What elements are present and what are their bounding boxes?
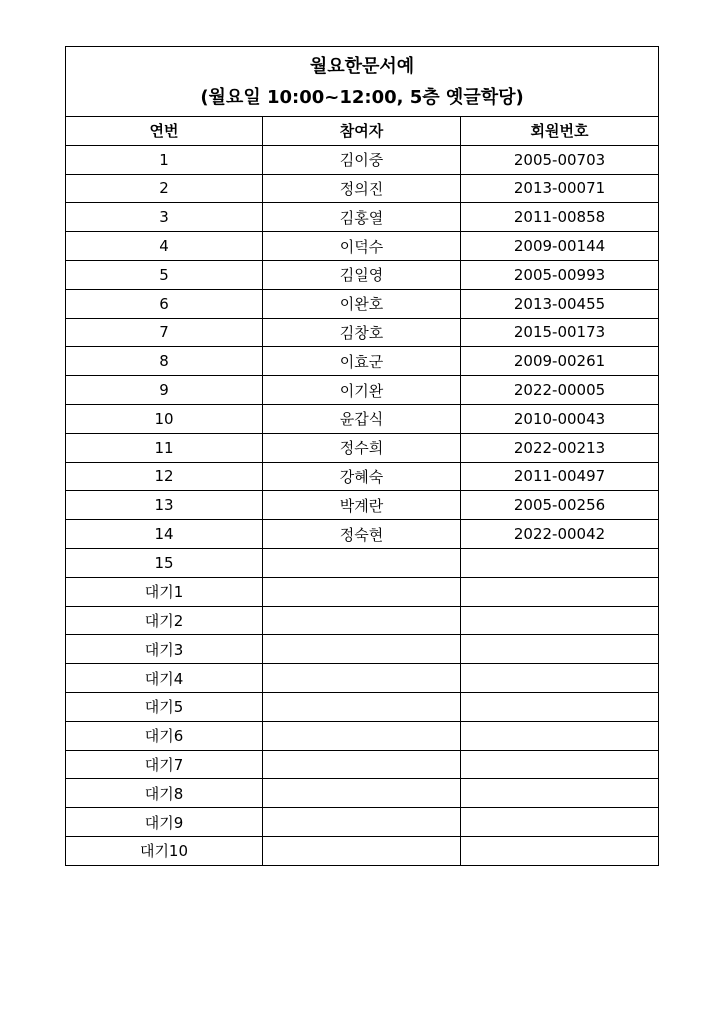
table-row [66,808,659,837]
title-row [66,47,659,117]
cell-no: 12 [66,462,263,491]
cell-participant [263,664,461,693]
cell-participant: 김일영 [263,260,461,289]
cell-participant: 박계란 [263,491,461,520]
cell-participant: 강혜숙 [263,462,461,491]
table-row [66,260,659,289]
table-row [66,721,659,750]
cell-member-id [461,779,659,808]
cell-member-id [461,635,659,664]
cell-member-id: 2009-00144 [461,232,659,261]
cell-participant [263,548,461,577]
cell-no: 대기10 [66,836,263,865]
header-participant: 참여자 [263,117,461,146]
cell-member-id: 2009-00261 [461,347,659,376]
cell-participant: 정수희 [263,433,461,462]
cell-no: 14 [66,520,263,549]
cell-participant [263,808,461,837]
cell-no: 8 [66,347,263,376]
table-row [66,289,659,318]
cell-no: 대기8 [66,779,263,808]
cell-participant [263,577,461,606]
cell-member-id: 2013-00071 [461,174,659,203]
table-row [66,174,659,203]
cell-member-id: 2005-00256 [461,491,659,520]
attendance-table [65,46,659,866]
cell-participant: 김창호 [263,318,461,347]
cell-participant: 김이중 [263,145,461,174]
cell-member-id [461,548,659,577]
cell-participant [263,779,461,808]
cell-member-id: 2022-00005 [461,376,659,405]
cell-no: 대기4 [66,664,263,693]
cell-member-id: 2013-00455 [461,289,659,318]
table-title [66,47,659,117]
cell-participant [263,750,461,779]
cell-member-id [461,836,659,865]
cell-no: 11 [66,433,263,462]
cell-member-id: 2022-00213 [461,433,659,462]
cell-no: 4 [66,232,263,261]
cell-no: 7 [66,318,263,347]
cell-participant: 이완호 [263,289,461,318]
cell-no: 대기9 [66,808,263,837]
cell-no: 9 [66,376,263,405]
cell-participant: 윤갑식 [263,404,461,433]
table-row [66,376,659,405]
cell-member-id [461,750,659,779]
cell-member-id: 2011-00497 [461,462,659,491]
cell-participant: 김홍열 [263,203,461,232]
table-row [66,548,659,577]
cell-member-id: 2010-00043 [461,404,659,433]
cell-member-id: 2015-00173 [461,318,659,347]
cell-member-id [461,664,659,693]
table-row [66,203,659,232]
cell-no: 10 [66,404,263,433]
header-no: 연번 [66,117,263,146]
table-row [66,347,659,376]
cell-participant: 이덕수 [263,232,461,261]
cell-member-id [461,577,659,606]
cell-participant [263,635,461,664]
table-row [66,750,659,779]
cell-no: 6 [66,289,263,318]
cell-participant: 정의진 [263,174,461,203]
table-row [66,462,659,491]
table-row [66,779,659,808]
cell-member-id [461,721,659,750]
table-row [66,433,659,462]
cell-member-id: 2011-00858 [461,203,659,232]
cell-no: 대기5 [66,692,263,721]
title-line-1: 월요한문서예 [309,55,415,77]
cell-participant [263,692,461,721]
table-body [66,145,659,865]
cell-member-id: 2022-00042 [461,520,659,549]
table-row [66,606,659,635]
table-row [66,577,659,606]
table-row [66,404,659,433]
table-row [66,491,659,520]
cell-participant: 정숙현 [263,520,461,549]
table-row [66,664,659,693]
table-row [66,232,659,261]
cell-no: 13 [66,491,263,520]
table-row [66,635,659,664]
cell-no: 1 [66,145,263,174]
cell-no: 대기1 [66,577,263,606]
cell-member-id: 2005-00703 [461,145,659,174]
table-row [66,318,659,347]
table-row [66,692,659,721]
cell-member-id [461,808,659,837]
header-member-id: 회원번호 [461,117,659,146]
header-row [66,117,659,146]
cell-no: 5 [66,260,263,289]
cell-no: 15 [66,548,263,577]
table-row [66,520,659,549]
cell-no: 대기2 [66,606,263,635]
cell-no: 대기7 [66,750,263,779]
cell-member-id: 2005-00993 [461,260,659,289]
cell-participant [263,836,461,865]
cell-member-id [461,692,659,721]
cell-participant [263,606,461,635]
table-row [66,145,659,174]
cell-participant: 이기완 [263,376,461,405]
title-line-2: (월요일 10:00~12:00, 5층 옛글학당) [200,86,524,108]
cell-no: 2 [66,174,263,203]
cell-no: 대기6 [66,721,263,750]
cell-participant [263,721,461,750]
cell-participant: 이효군 [263,347,461,376]
cell-no: 3 [66,203,263,232]
table-row [66,836,659,865]
cell-member-id [461,606,659,635]
cell-no: 대기3 [66,635,263,664]
